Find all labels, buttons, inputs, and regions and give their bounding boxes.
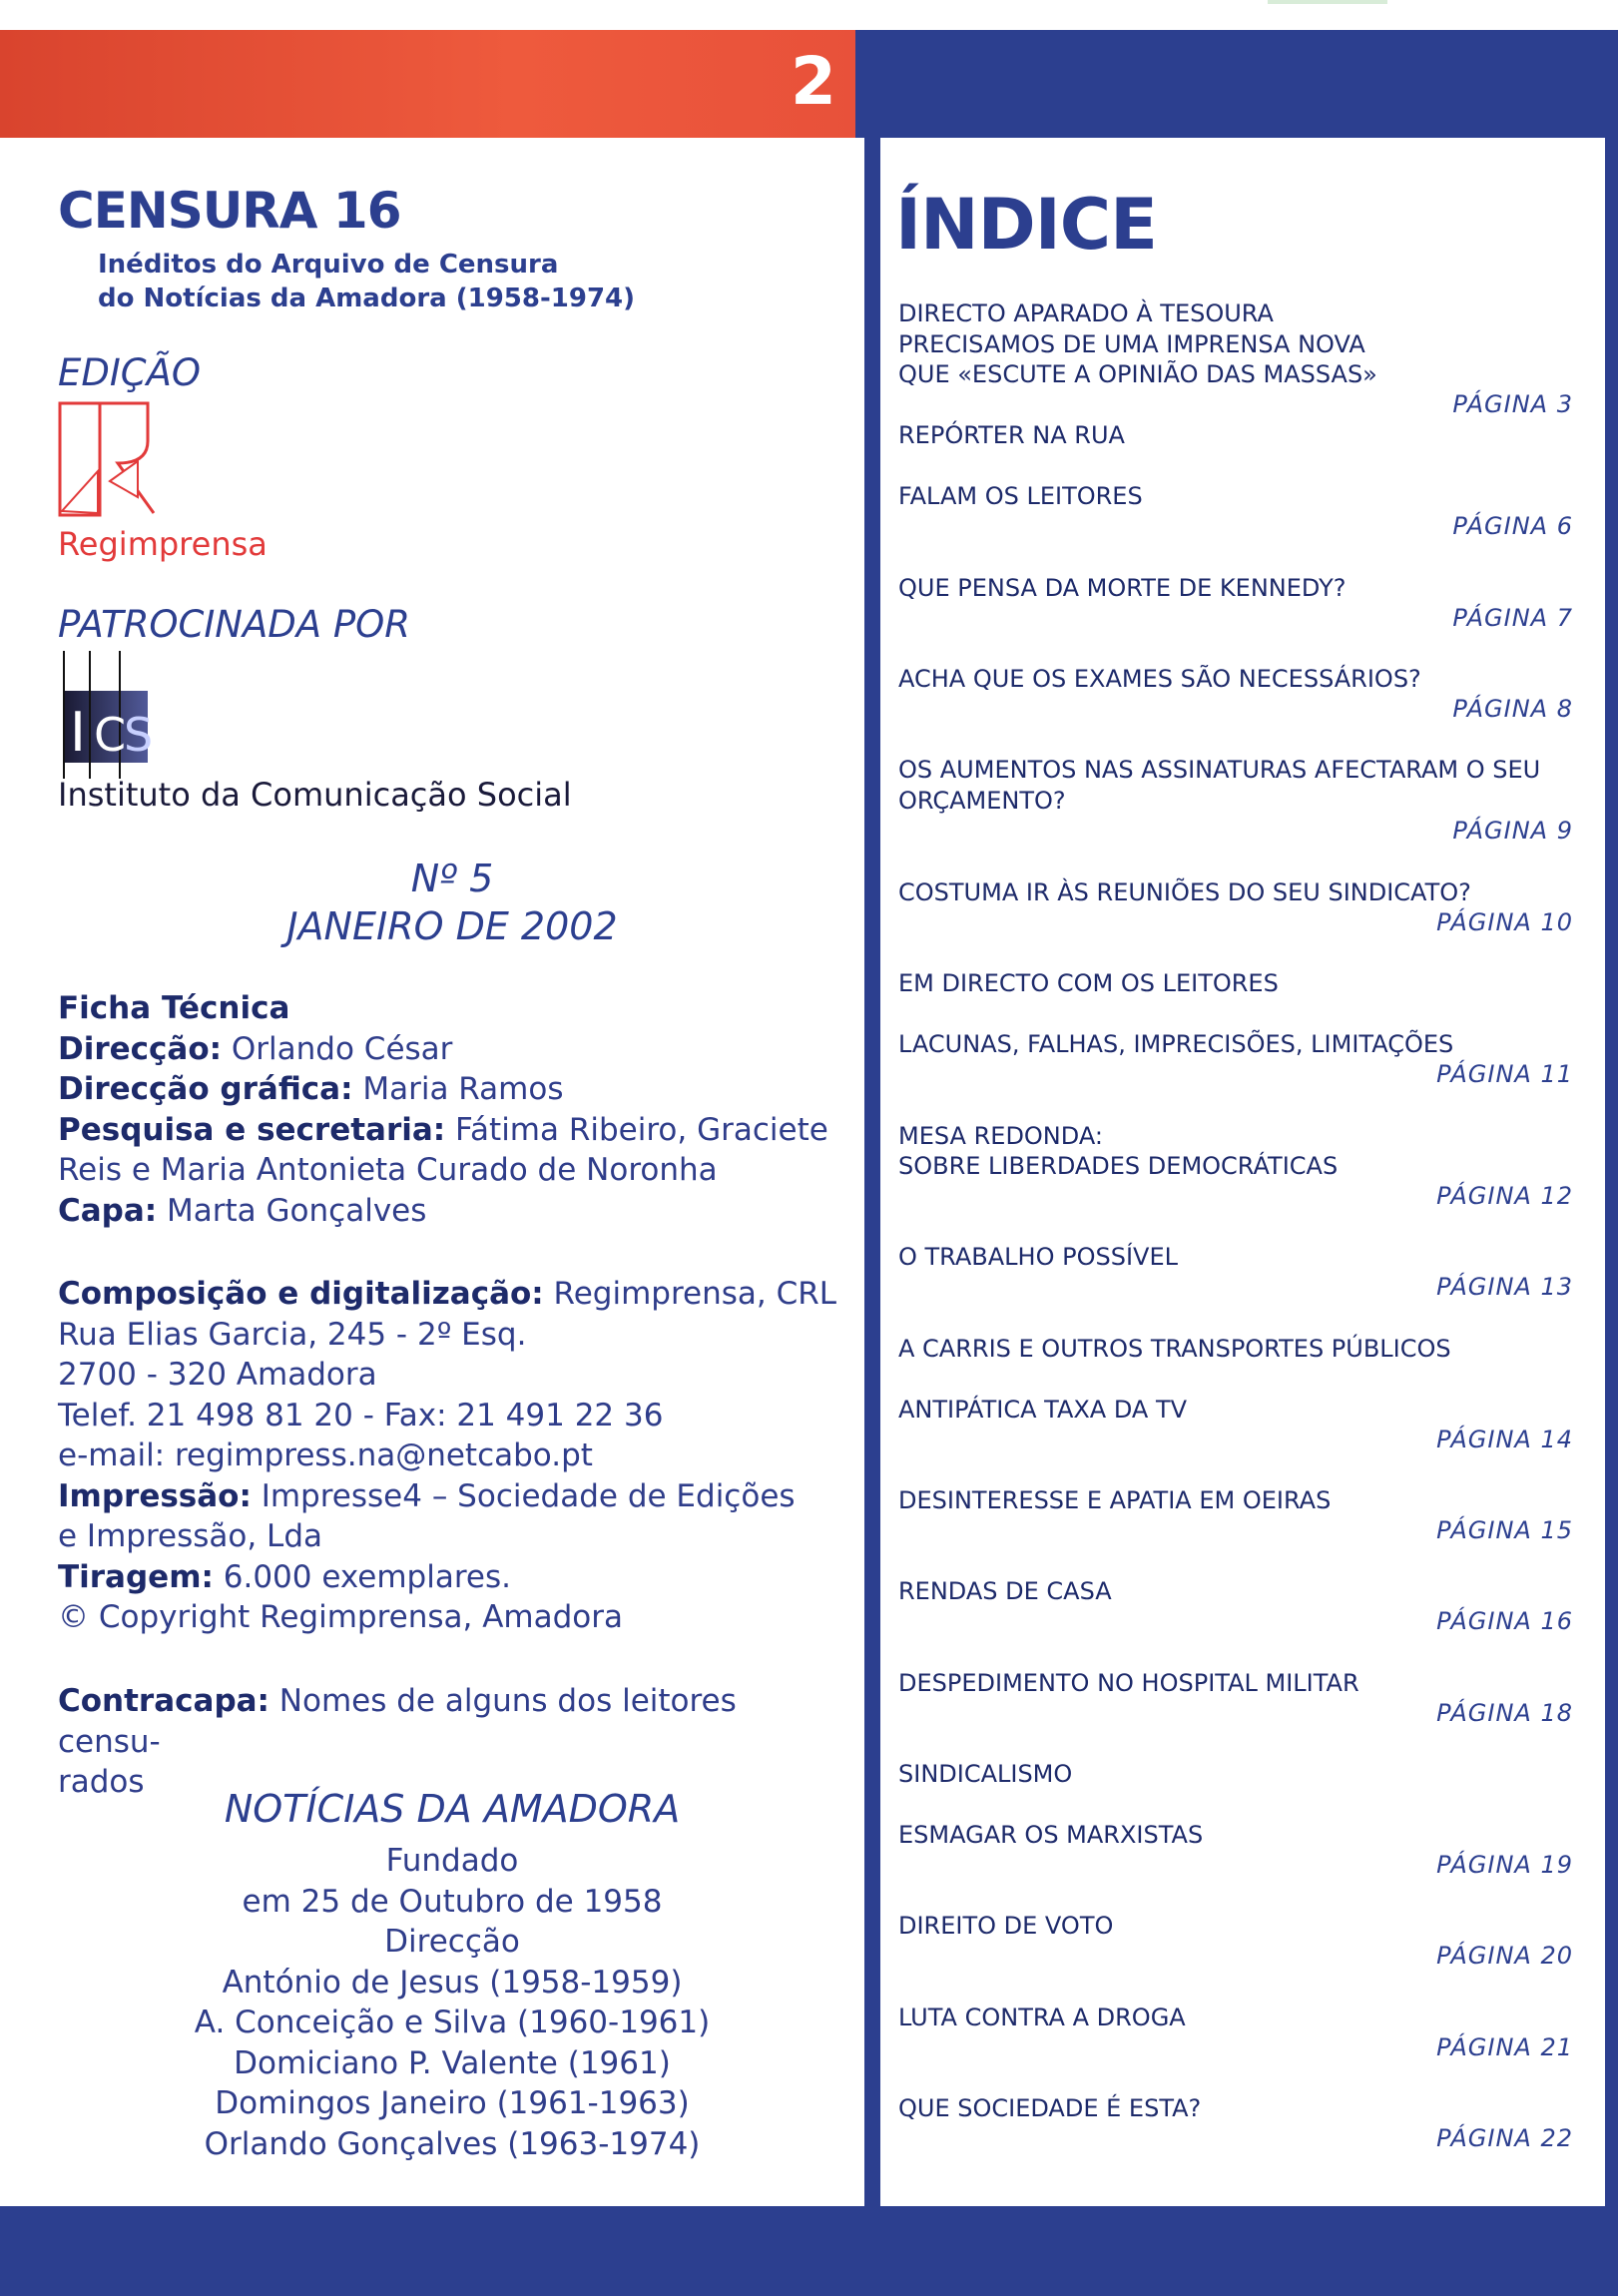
- history-line: Domiciano P. Valente (1961): [234, 2044, 671, 2081]
- back-cover-line: rados: [58, 1764, 145, 1800]
- publication-subtitle: [98, 248, 635, 315]
- right-border: [1605, 138, 1618, 2206]
- production-block: [58, 1274, 846, 1638]
- production-line: e Impressão, Lda: [58, 1518, 322, 1554]
- credits-line: Direcção: Orlando César: [58, 1030, 453, 1067]
- index-entry: QUE SOCIEDADE É ESTA?: [898, 2094, 1202, 2122]
- issue-info: [58, 855, 846, 950]
- header-band-red: [0, 30, 855, 138]
- index-entry: REPÓRTER NA RUA: [898, 421, 1125, 449]
- index-entry: QUE «ESCUTE A OPINIÃO DAS MASSAS»: [898, 360, 1377, 388]
- top-accent: [1268, 0, 1387, 4]
- history-line: Direcção: [384, 1924, 520, 1960]
- index-page-ref: PÁGINA 15: [1436, 1516, 1573, 1544]
- index-entry: RENDAS DE CASA: [898, 1577, 1112, 1605]
- index-page-ref: PÁGINA 8: [1452, 695, 1573, 723]
- subtitle-line: do Notícias da Amadora (1958-1974): [98, 284, 636, 313]
- back-cover-note: [58, 1681, 846, 1803]
- newspaper-title: NOTÍCIAS DA AMADORA: [224, 1787, 681, 1831]
- index-entry: SOBRE LIBERDADES DEMOCRÁTICAS: [898, 1152, 1339, 1180]
- index-page-ref: PÁGINA 12: [1436, 1182, 1573, 1210]
- index-entry: SINDICALISMO: [898, 1760, 1073, 1788]
- credits-block: [58, 988, 846, 1231]
- history-line: Domingos Janeiro (1961-1963): [215, 2085, 690, 2121]
- newspaper-history: [58, 1841, 846, 2164]
- edition-heading: EDIÇÃO: [58, 351, 202, 394]
- index-page-ref: PÁGINA 7: [1452, 604, 1573, 632]
- svg-text:S: S: [124, 708, 154, 762]
- history-line: A. Conceição e Silva (1960-1961): [194, 2005, 711, 2040]
- production-line: Rua Elias Garcia, 245 - 2º Esq.: [58, 1316, 527, 1353]
- index-page-ref: PÁGINA 13: [1436, 1273, 1573, 1301]
- index-page-ref: PÁGINA 3: [1452, 390, 1573, 418]
- index-page-ref: PÁGINA 11: [1436, 1060, 1573, 1088]
- svg-text:C: C: [94, 708, 127, 762]
- credits-line: Direcção gráfica: Maria Ramos: [58, 1071, 564, 1107]
- index-page-ref: PÁGINA 9: [1452, 817, 1573, 845]
- production-line: 2700 - 320 Amadora: [58, 1357, 377, 1393]
- index-page-ref: PÁGINA 18: [1436, 1699, 1573, 1727]
- back-cover-line: Contracapa: Nomes de alguns dos leitores censu-: [58, 1683, 737, 1760]
- index-entry: PRECISAMOS DE UMA IMPRENSA NOVA: [898, 330, 1365, 358]
- credits-line: Reis e Maria Antonieta Curado de Noronha: [58, 1152, 718, 1188]
- index-entry: LACUNAS, FALHAS, IMPRECISÕES, LIMITAÇÕES: [898, 1030, 1454, 1058]
- production-line: Tiragem: 6.000 exemplares.: [58, 1558, 511, 1595]
- sponsor-name: Instituto da Comunicação Social: [58, 776, 572, 814]
- index-entry: ORÇAMENTO?: [898, 787, 1066, 815]
- index-title: ÍNDICE: [895, 184, 1157, 266]
- sponsor-heading: PATROCINADA POR: [58, 603, 410, 646]
- production-line: © Copyright Regimprensa, Amadora: [58, 1599, 623, 1635]
- index-page-ref: PÁGINA 22: [1436, 2124, 1573, 2152]
- issue-date: JANEIRO DE 2002: [286, 904, 618, 948]
- index-entry: ESMAGAR OS MARXISTAS: [898, 1821, 1204, 1849]
- issue-number: Nº 5: [410, 857, 494, 900]
- column-divider: [864, 138, 880, 2206]
- subtitle-line: Inéditos do Arquivo de Censura: [98, 250, 559, 280]
- index-entry: DIRECTO APARADO À TESOURA: [898, 299, 1274, 327]
- index-entry: A CARRIS E OUTROS TRANSPORTES PÚBLICOS: [898, 1335, 1451, 1363]
- page-number: 2: [791, 43, 836, 120]
- production-line: e-mail: regimpress.na@netcabo.pt: [58, 1437, 593, 1473]
- publication-title: CENSURA 16: [58, 182, 401, 240]
- index-page-ref: PÁGINA 10: [1436, 908, 1573, 936]
- index-entry: EM DIRECTO COM OS LEITORES: [898, 969, 1279, 997]
- production-line: Telef. 21 498 81 20 - Fax: 21 491 22 36: [58, 1397, 664, 1434]
- credits-line: Capa: Marta Gonçalves: [58, 1192, 427, 1229]
- regimprensa-logo-icon: [58, 401, 158, 519]
- index-entry: ANTIPÁTICA TAXA DA TV: [898, 1396, 1188, 1424]
- index-page-ref: PÁGINA 19: [1436, 1851, 1573, 1879]
- index-page-ref: PÁGINA 21: [1436, 2033, 1573, 2061]
- ics-logo-icon: [60, 651, 156, 781]
- index-page-ref: PÁGINA 14: [1436, 1426, 1573, 1453]
- index-entry: LUTA CONTRA A DROGA: [898, 2004, 1186, 2031]
- history-line: António de Jesus (1958-1959): [222, 1964, 683, 2001]
- history-line: Orlando Gonçalves (1963-1974): [204, 2125, 701, 2162]
- index-page-ref: PÁGINA 6: [1452, 512, 1573, 540]
- index-page-ref: PÁGINA 16: [1436, 1607, 1573, 1635]
- svg-text:I: I: [70, 701, 86, 764]
- index-entry: O TRABALHO POSSÍVEL: [898, 1243, 1178, 1271]
- index-entry: ACHA QUE OS EXAMES SÃO NECESSÁRIOS?: [898, 665, 1421, 693]
- credits-title: Ficha Técnica: [58, 990, 290, 1026]
- credits-line: Pesquisa e secretaria: Fátima Ribeiro, Graciete: [58, 1111, 828, 1148]
- index-entry: DESPEDIMENTO NO HOSPITAL MILITAR: [898, 1669, 1359, 1697]
- header-band-blue: [855, 30, 1618, 138]
- production-line: Composição e digitalização: Regimprensa, CRL: [58, 1276, 837, 1312]
- production-line: Impressão: Impresse4 – Sociedade de Edições: [58, 1477, 796, 1514]
- footer-band: [0, 2206, 1618, 2296]
- index-entry: DESINTERESSE E APATIA EM OEIRAS: [898, 1486, 1332, 1514]
- history-line: Fundado: [385, 1843, 519, 1879]
- publisher-name: Regimprensa: [58, 525, 268, 563]
- index-entry: MESA REDONDA:: [898, 1122, 1103, 1150]
- index-entry: QUE PENSA DA MORTE DE KENNEDY?: [898, 574, 1347, 602]
- index-entry: FALAM OS LEITORES: [898, 482, 1143, 510]
- index-page-ref: PÁGINA 20: [1436, 1942, 1573, 1970]
- index-entry: COSTUMA IR ÀS REUNIÕES DO SEU SINDICATO?: [898, 878, 1471, 906]
- index-entry: OS AUMENTOS NAS ASSINATURAS AFECTARAM O SEU: [898, 756, 1541, 784]
- history-line: em 25 de Outubro de 1958: [242, 1883, 663, 1920]
- index-entry: DIREITO DE VOTO: [898, 1912, 1114, 1940]
